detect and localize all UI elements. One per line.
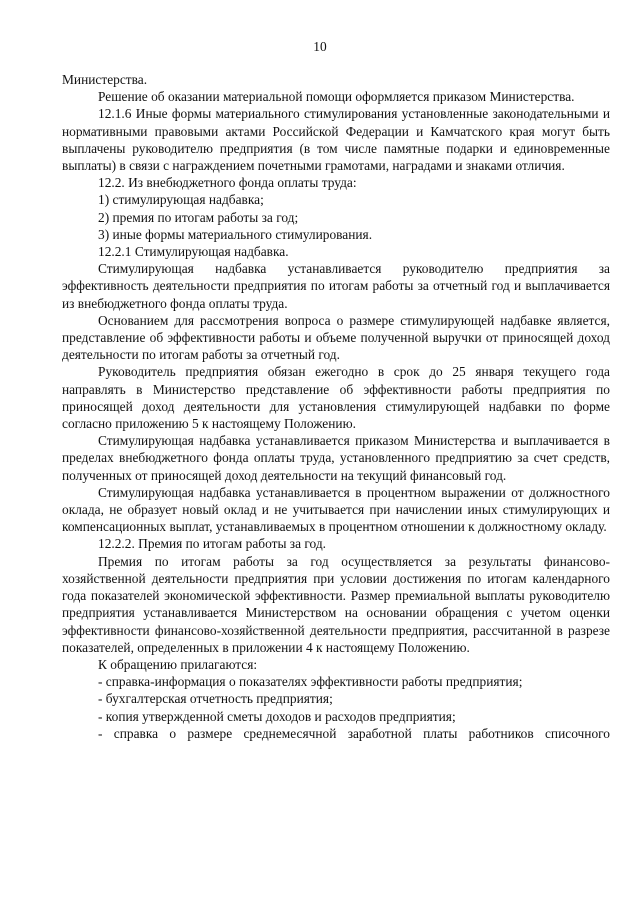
paragraph: Стимулирующая надбавка устанавливается приказом Министерства и выплачивается в пределах внебюджетного фонда оплаты труда, установленного предприятию за счет средств, полученных от приносящей доход деятельности на текущий финансовый год. [62, 433, 610, 483]
list-item: - бухгалтерская отчетность предприятия; [98, 691, 333, 707]
list-item: 3) иные формы материального стимулирования. [98, 226, 373, 242]
paragraph: Министерства. [62, 72, 148, 87]
page-number: 10 [313, 39, 327, 54]
list-item: 1) стимулирующая надбавка; [98, 192, 264, 208]
list-item: - справка о размере среднемесячной заработной платы работников списочного [98, 725, 610, 741]
paragraph: Стимулирующая надбавка устанавливается в процентном выражении от должностного оклада, не образует новый оклад и не учитывается при начислении иных стимулирующих и компенсационных выплат, устанавливаемых в процентном отношении к должностному окладу. [62, 484, 610, 535]
paragraph: Стимулирующая надбавка устанавливается руководителю предприятия за эффективность деятельности предприятия по итогам работы за отчетный год и выплачивается из внебюджетного фонда оплаты труда. [62, 261, 610, 311]
list-item: 2) премия по итогам работы за год; [98, 209, 299, 225]
paragraph: Решение об оказании материальной помощи оформляется приказом Министерства. [98, 89, 575, 105]
section-heading: 12.2.1 Стимулирующая надбавка. [98, 244, 289, 260]
paragraph: 12.2. Из внебюджетного фонда оплаты труда: [98, 175, 357, 191]
paragraph: 12.1.6 Иные формы материального стимулирования установленные законодательными и нормативными правовыми актами Российской Федерации и Камчатского края могут быть выплачены руководителю предприятия (в том числе памятные подарки и единовременные выплаты) в связи с награждением почетными грамотами, наградами и знаками отличия. [62, 106, 610, 174]
list-item: - копия утвержденной сметы доходов и расходов предприятия; [98, 708, 456, 724]
paragraph: Руководитель предприятия обязан ежегодно в срок до 25 января текущего года направлять в Министерство представление об эффективности работы предприятия по приносящей доход деятельности для установления стимулирующей надбавки по форме согласно приложению 5 к настоящему Положению. [62, 364, 610, 432]
section-heading: 12.2.2. Премия по итогам работы за год. [98, 536, 327, 552]
paragraph: Премия по итогам работы за год осуществляется за результаты финансово-хозяйственной деятельности предприятия при условии достижения по итогам календарного года показателей экономической эффективности. Размер премиальной выплаты руководителю предприятия устанавливается Министерством на основании обращения с учетом оценки эффективности финансово-хозяйственной деятельности предприятия, рассчитанной в разрезе показателей, определенных в приложении 4 к настоящему Положению. [62, 553, 610, 655]
paragraph: Основанием для рассмотрения вопроса о размере стимулирующей надбавке является, представление об эффективности работы и объеме полученной выручки от приносящей доход деятельности по итогам работы за отчетный год. [62, 312, 610, 363]
paragraph: К обращению прилагаются: [98, 656, 258, 672]
document-body [62, 71, 610, 742]
list-item: - справка-информация о показателях эффективности работы предприятия; [98, 674, 523, 690]
